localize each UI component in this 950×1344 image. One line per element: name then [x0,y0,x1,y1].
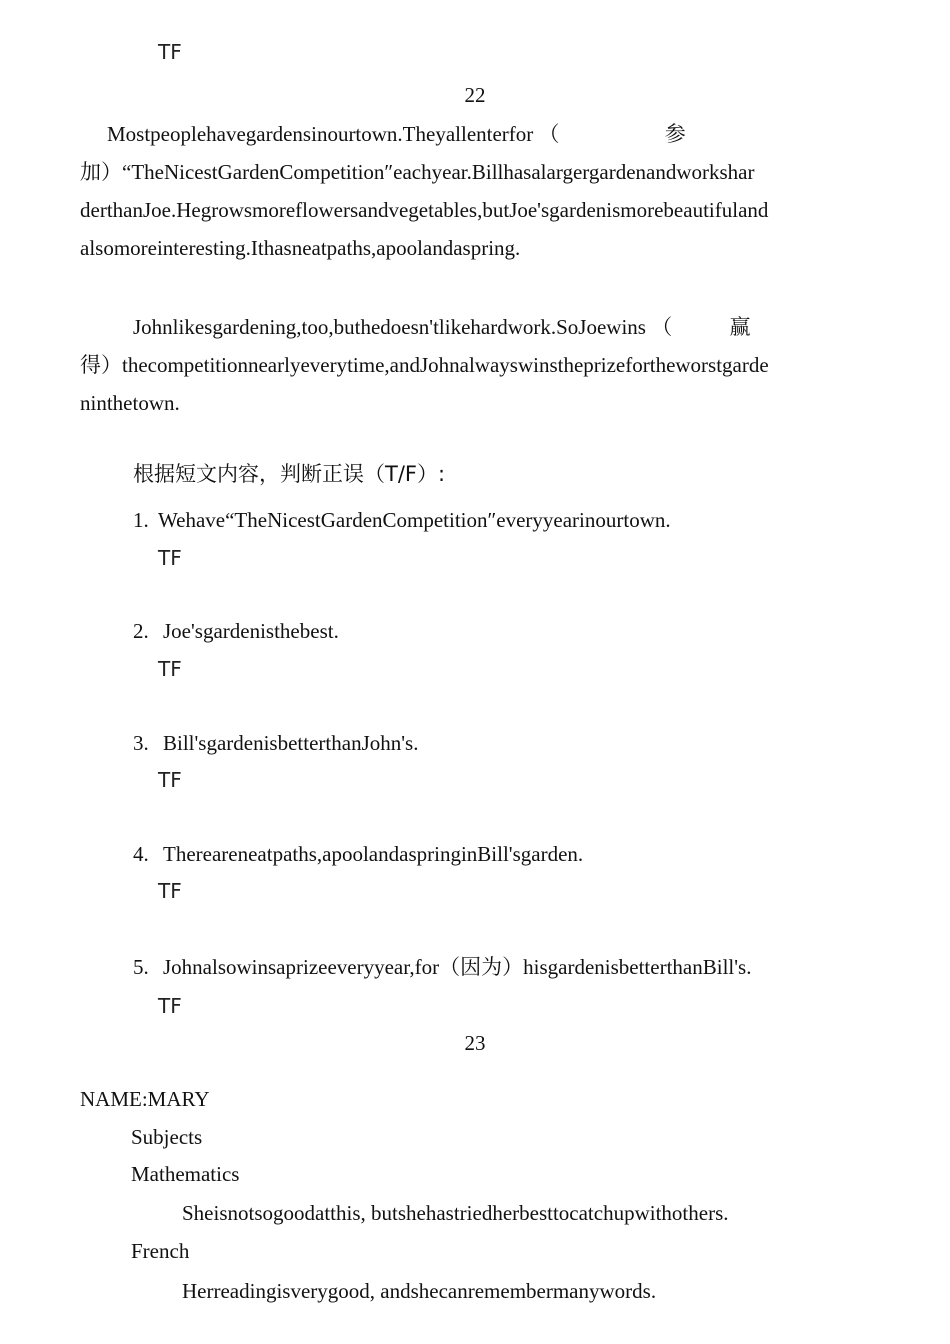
question-2 [133,619,339,643]
subject-comment-mathematics: Sheisnotsogoodatthis, butshehastriedherbesttocatchupwithothers. [182,1201,729,1225]
question-text: Johnalsowinsaprizeeveryyear,for（因为）hisgardenisbetterthanBill's. [163,955,752,979]
question-1 [133,508,671,532]
subject-mathematics: Mathematics [131,1162,240,1186]
passage-paragraph-2 [80,308,870,422]
passage-line: 加）“TheNicestGardenCompetition″eachyear.Billhasalargergardenandworkshar [80,160,755,184]
passage-text: Johnlikesgardening,too,buthedoesn'tlikehardwork.SoJoewins [133,315,646,339]
question-5 [133,955,751,979]
question-text: Thereareneatpaths,apoolandaspringinBill'sgarden. [163,842,584,866]
question-2-options: TF [158,657,182,681]
question-3-options: TF [158,768,182,792]
question-1-options: TF [158,546,182,570]
question-number: 2. [133,619,149,643]
section-number-23: 23 [464,1031,486,1055]
question-number: 3. [133,731,149,755]
question-text: Joe'sgardenisthebest. [163,619,339,643]
question-text: Bill'sgardenisbetterthanJohn's. [163,731,419,755]
instruction-text: 根据短文内容，判断正误（T/F）: [133,462,446,486]
paren-open: （ [651,315,673,339]
question-4 [133,842,583,866]
question-number: 1. [133,508,149,532]
question-number: 5. [133,955,149,979]
subject-comment-french: Herreadingisverygood, andshecanremembermanywords. [182,1279,657,1303]
subject-french: French [131,1239,190,1263]
passage-text: Mostpeoplehavegardensinourtown.Theyallenterfor [107,122,534,146]
question-number: 4. [133,842,149,866]
question-text: Wehave“TheNicestGardenCompetition″everyyearinourtown. [158,508,671,532]
section-number-22: 22 [464,83,486,107]
passage-paragraph-1 [80,115,870,267]
student-name: NAME:MARY [80,1087,210,1111]
subjects-heading: Subjects [131,1125,203,1149]
question-4-options: TF [158,879,182,903]
question-5-options: TF [158,994,182,1018]
question-3 [133,731,418,755]
passage-line: ninthetown. [80,391,180,415]
passage-line: derthanJoe.Hegrowsmoreflowersandvegetables,butJoe'sgardenismorebeautifuland [80,198,769,222]
passage-line: alsomoreinteresting.Ithasneatpaths,apoolandaspring. [80,236,521,260]
previous-question-options: TF [158,40,182,64]
passage-line [80,115,870,153]
gloss-char: 赢 [729,315,751,339]
gloss-char: 参 [664,122,686,146]
passage-line [80,308,870,346]
passage-line: 得）thecompetitionnearlyeverytime,andJohnalwayswinstheprizefortheworstgarde [80,353,769,377]
paren-open: （ [538,122,560,146]
